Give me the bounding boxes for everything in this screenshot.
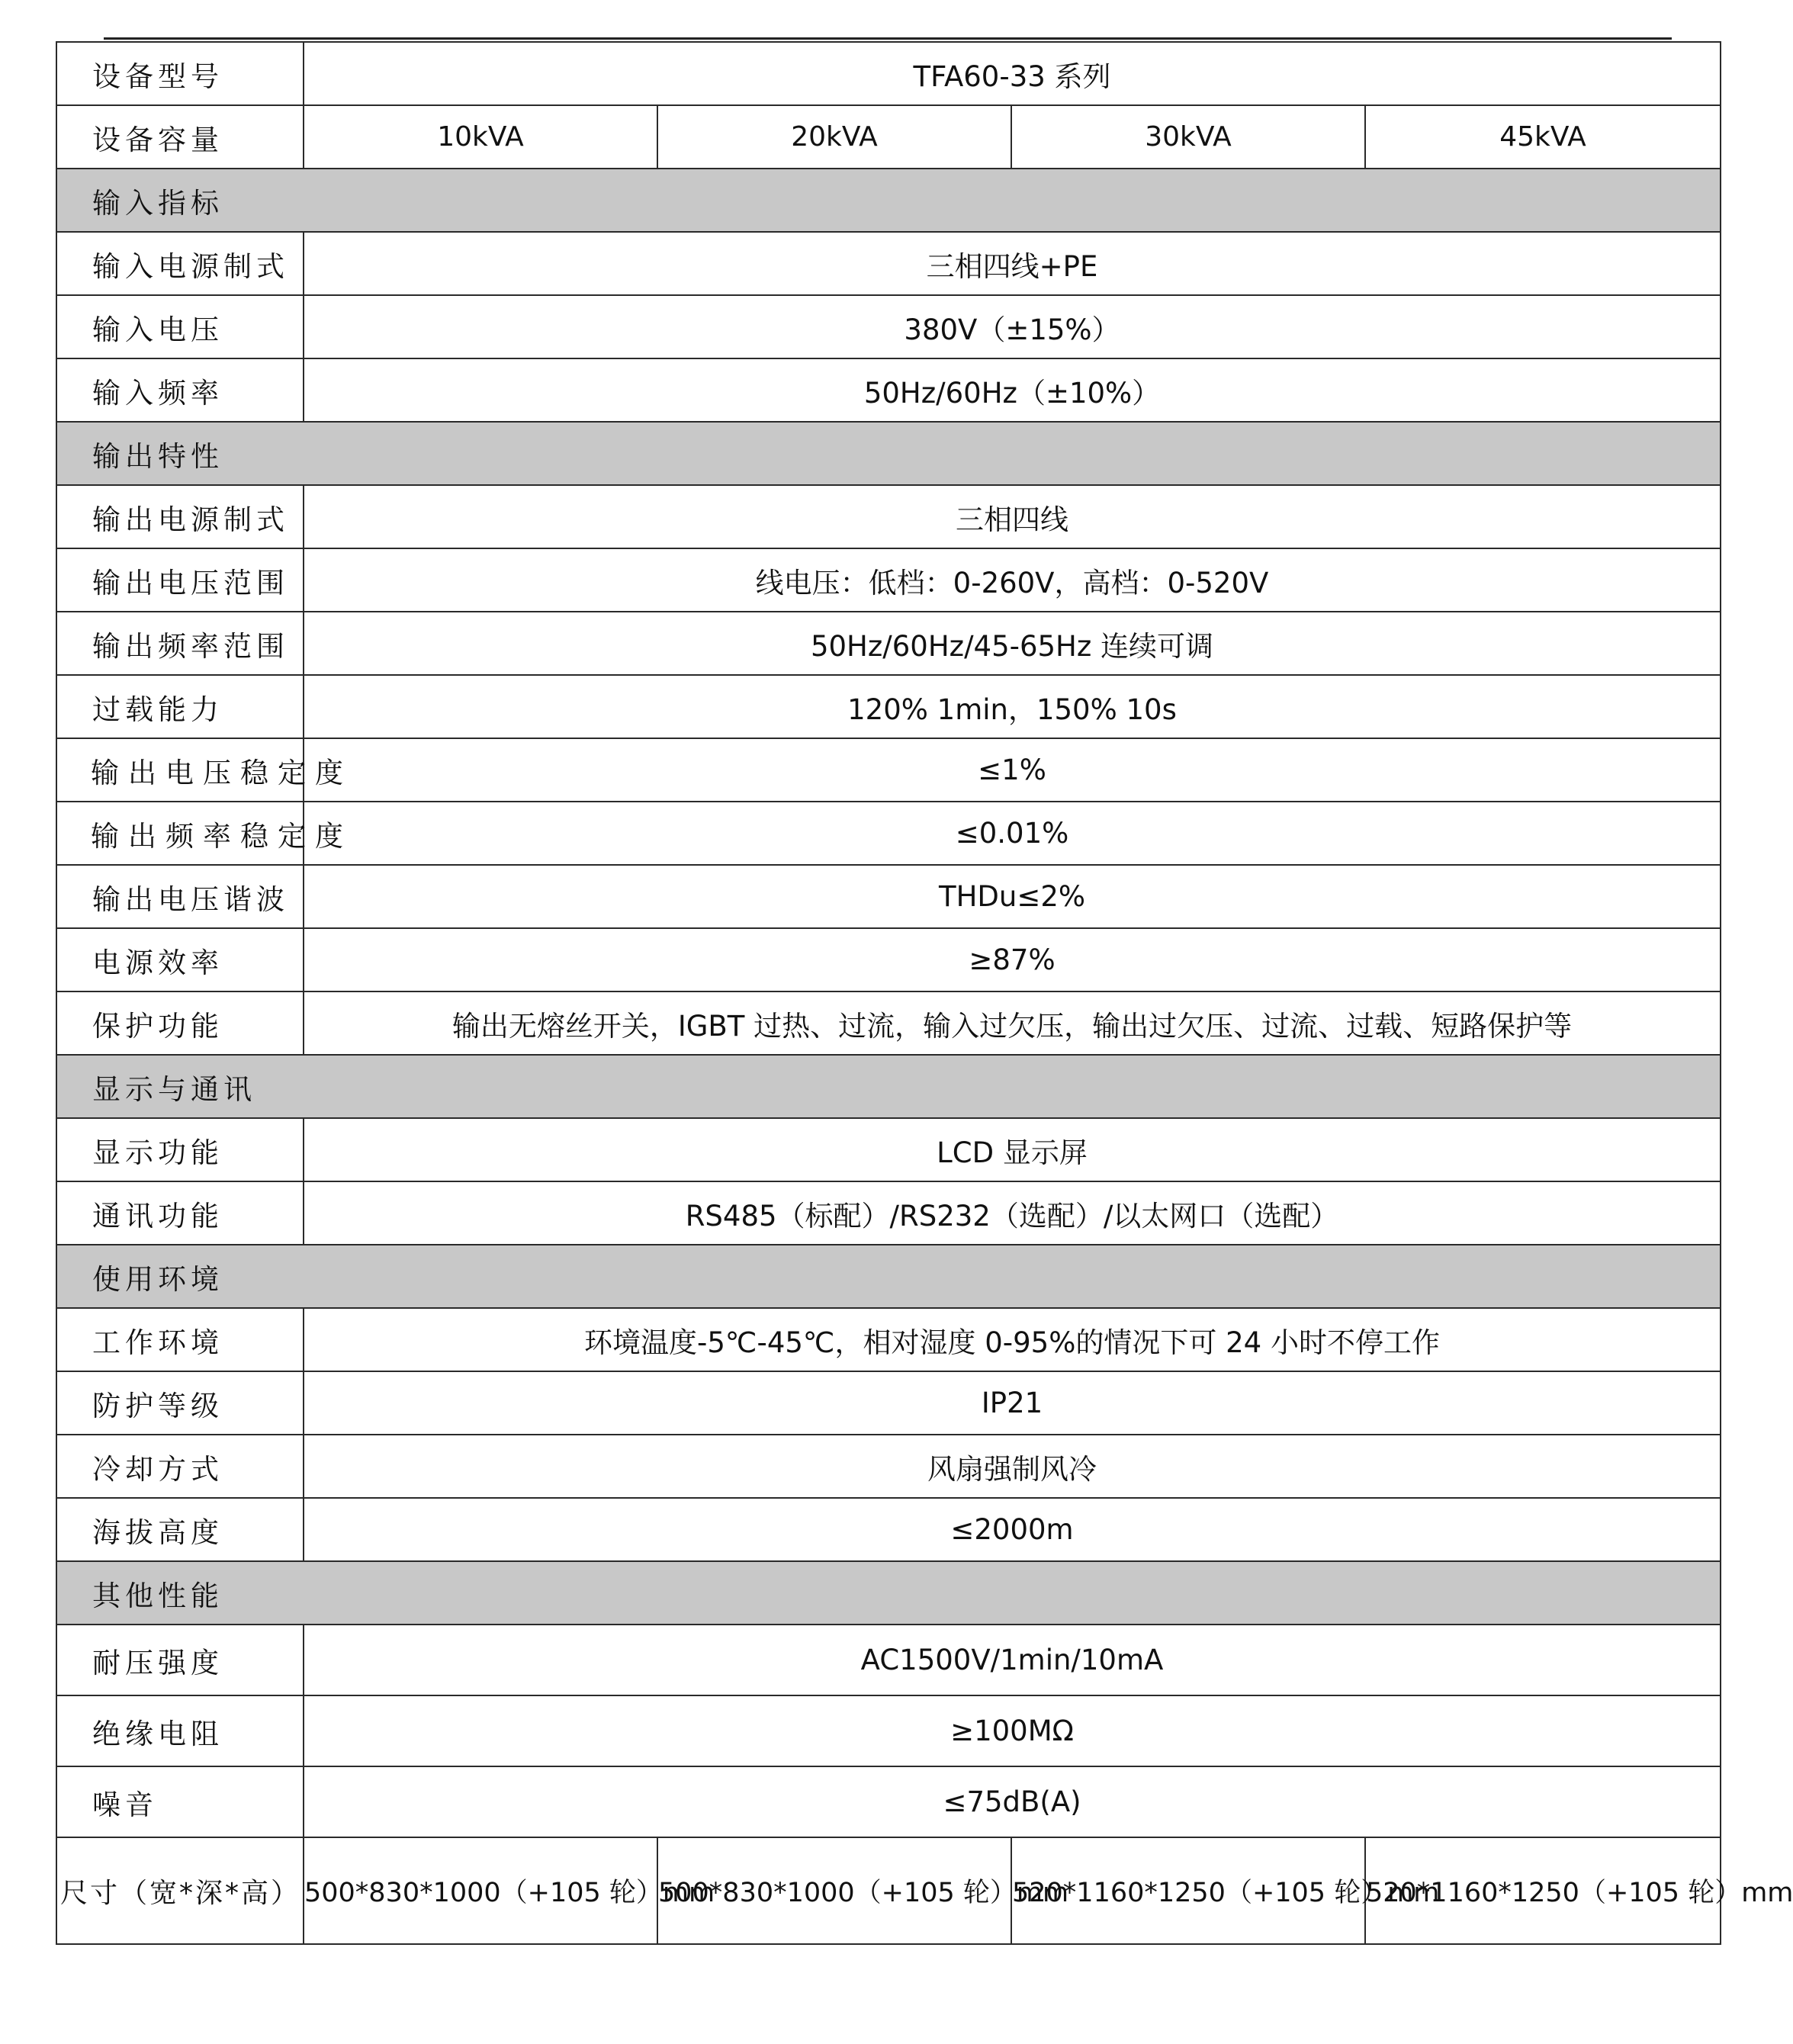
spec-table — [56, 41, 1793, 1945]
spec-label: 输出电压范围 — [56, 548, 304, 612]
section-header-input: 输入指标 — [56, 169, 1721, 232]
spec-value: AC1500V/1min/10mA — [304, 1625, 1721, 1695]
spec-value: 线电压：低档：0-260V，高档：0-520V — [304, 548, 1721, 612]
spec-label: 通讯功能 — [56, 1181, 304, 1245]
spec-value: 380V（±15%） — [304, 295, 1721, 358]
spec-value: 三相四线+PE — [304, 232, 1721, 295]
spec-value: 环境温度-5℃-45℃，相对湿度 0-95%的情况下可 24 小时不停工作 — [304, 1308, 1721, 1371]
spec-label: 输出电压稳定度 — [56, 738, 304, 802]
spec-label: 输出频率稳定度 — [56, 802, 304, 865]
dimensions-value: 500*830*1000（+105 轮）mm — [657, 1837, 1011, 1944]
spec-value: 50Hz/60Hz/45-65Hz 连续可调 — [304, 612, 1721, 675]
capacity-value: 45kVA — [1365, 105, 1721, 169]
spec-label: 保护功能 — [56, 991, 304, 1055]
spec-label: 显示功能 — [56, 1118, 304, 1181]
spec-value: ≥87% — [304, 928, 1721, 991]
spec-label: 绝缘电阻 — [56, 1695, 304, 1766]
top-rule — [104, 37, 1672, 40]
section-header-other: 其他性能 — [56, 1561, 1721, 1625]
spec-label: 过载能力 — [56, 675, 304, 738]
section-header-output: 输出特性 — [56, 422, 1721, 485]
model-label: 设备型号 — [56, 42, 304, 105]
spec-value: RS485（标配）/RS232（选配）/以太网口（选配） — [304, 1181, 1721, 1245]
spec-value: ≤0.01% — [304, 802, 1721, 865]
dimensions-value: 520*1160*1250（+105 轮）mm — [1011, 1837, 1365, 1944]
spec-value: ≤2000m — [304, 1498, 1721, 1561]
spec-label: 输出电源制式 — [56, 485, 304, 548]
spec-value: ≤1% — [304, 738, 1721, 802]
spec-label: 输入电压 — [56, 295, 304, 358]
dimensions-value: 500*830*1000（+105 轮）mm — [304, 1837, 657, 1944]
spec-label: 电源效率 — [56, 928, 304, 991]
spec-label: 输出频率范围 — [56, 612, 304, 675]
dimensions-label: 尺寸（宽*深*高） — [56, 1837, 304, 1944]
spec-label: 噪音 — [56, 1766, 304, 1837]
spec-label: 耐压强度 — [56, 1625, 304, 1695]
spec-label: 海拔高度 — [56, 1498, 304, 1561]
section-header-display: 显示与通讯 — [56, 1055, 1721, 1118]
spec-value: ≤75dB(A) — [304, 1766, 1721, 1837]
capacity-label: 设备容量 — [56, 105, 304, 169]
spec-value: 120% 1min，150% 10s — [304, 675, 1721, 738]
spec-value: THDu≤2% — [304, 865, 1721, 928]
spec-value: 风扇强制风冷 — [304, 1435, 1721, 1498]
capacity-value: 10kVA — [304, 105, 657, 169]
dimensions-value: 520*1160*1250（+105 轮）mm — [1365, 1837, 1721, 1944]
spec-value: IP21 — [304, 1371, 1721, 1435]
spec-value: ≥100MΩ — [304, 1695, 1721, 1766]
spec-value: 三相四线 — [304, 485, 1721, 548]
spec-label: 输入电源制式 — [56, 232, 304, 295]
spec-value: 输出无熔丝开关，IGBT 过热、过流，输入过欠压，输出过欠压、过流、过载、短路保护等 — [304, 991, 1721, 1055]
spec-value: 50Hz/60Hz（±10%） — [304, 358, 1721, 422]
capacity-value: 30kVA — [1011, 105, 1365, 169]
spec-label: 输出电压谐波 — [56, 865, 304, 928]
spec-label: 防护等级 — [56, 1371, 304, 1435]
spec-label: 冷却方式 — [56, 1435, 304, 1498]
section-header-environment: 使用环境 — [56, 1245, 1721, 1308]
capacity-value: 20kVA — [657, 105, 1011, 169]
spec-value: LCD 显示屏 — [304, 1118, 1721, 1181]
spec-label: 输入频率 — [56, 358, 304, 422]
model-value: TFA60-33 系列 — [304, 42, 1721, 105]
spec-label: 工作环境 — [56, 1308, 304, 1371]
